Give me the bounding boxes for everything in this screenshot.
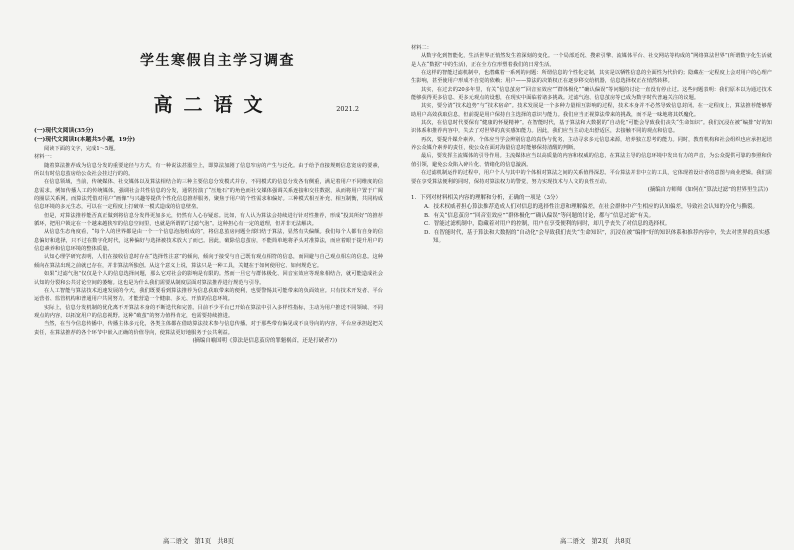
paragraph: 在人工智能与算法技术迅速发展的今天，我们既要看到算法推荐为信息获取带来的便利，也要警惕其可能带来的负面效应。只有技术开发者、平台运营者、监管机构和普通用户共同努力，才能营造一个健康、多元、开放的信息环境。: [34, 287, 383, 303]
subsection-heading: (一)现代文阅读Ⅰ(本题共5小题，19分): [34, 137, 136, 143]
material-label: 材料二：: [411, 45, 432, 51]
answer-option-b: B．有关“信息茧房”“回音室效应”“群体极化”“确认偏误”等问题的讨论，都与“信息过滤”有关。: [424, 212, 655, 219]
paragraph: 在信息领域，当前，传统媒体、社交媒体以及算法相结合的三种主要信息分发模式并存，不同模式的信息分发各有侧重，满足着用户不同维度的信息需求。例如传播人工的传统媒体，强调社会共性信息的分发，通常扮演了“压舱石”的角色而社交媒体强调关系连接和交往数据，从而将用户置于广阔的圈层关系网。而算法凭借对用户“画像”与兴趣等提供个性化信息推荐服务，聚焦于用户的个性需求和偏好。三种模式相互补充、相互制衡，共同构成信息环境的多元生态，可以在一定程度上打破单一模式造成的信息壁垒。: [34, 179, 383, 211]
paragraph: 再次，要提升媒介素养。个体应当学会辨别信息的真伪与优劣，主动寻求多元信息来源，培养独立思考的能力。同时，教育机构和社会组织也应承担起培养公众媒介素养的责任，使公众在面对海量信息时能够保持清醒的判断。: [411, 136, 772, 152]
question-stem: 1．下列对材料相关内容的理解和分析，正确的一项是（3分）: [411, 195, 562, 202]
paragraph: 其实，要分清“技术趋势”与“技术宿命”。技术发展是一个多种力量相互影响的过程，技术本身并不必然导致信息封闭。在一定程度上，算法推荐能够帮助用户高效获取信息，但前提是用户保持自主选择的意识与能力。我们应当正视算法带来的挑战，而不是一味地将其妖魔化。: [411, 103, 772, 118]
paragraph: 从信息生态角度看，“每个人的世界都是由一个一个信息泡泡组成的”，将信息茧房问题全部归结于算法，显然有失偏颇。我们每个人都有自身的信息偏好和选择，只不过在数字化时代，这种偏好与选择被技术放大了而已。因此，破除信息茧房，不能简单地将矛头对准算法，而应着眼于提升用户的信息素养和信息环境的整体质量。: [34, 229, 383, 253]
paragraph: 在这样的智能过滤机制中，也潜藏着一系列的问题：所谓信息的个性化定制，其实是以牺牲信息的全面性为代价的；隐藏在一定程度上会对用户的心理产生影响，甚至使用户形成不自觉的依赖；用户——算法的决策权正在逐步移交给机器，信息选择权正在悄然转移。: [411, 70, 772, 85]
exam-date: 2021.2: [336, 105, 359, 113]
paragraph: 从数字化到智能化，生活世界正悄然发生着深刻的变化。一个局部近况、搜索引擎、流媒体平台、社交网站等构成的“网络算法世界”(所谓数字化生活就是人在“数据”中的生活)，正在全方位形塑着我们的日常生活。: [411, 53, 772, 68]
material-label: 材料一：: [34, 154, 55, 161]
paragraph: 其实，在过去的20多年里，有关“信息茧房”“回音室效应”“群体极化”“确认偏误”等问题的讨论一直没有停止过。这些问题表明：我们原本以为通过技术能够获得更多信息、更多元观点的设想，在现实中面临着诸多挑战。过滤气泡、信息茧房等已成为数字时代普遍关注的议题。: [411, 86, 772, 102]
page-footer: 高二语文 第2页 共8页: [560, 538, 631, 545]
instruction-text: 阅读下面的文字，完成1～5题。: [44, 146, 119, 152]
exam-title: 学生寒假自主学习调查: [140, 53, 295, 69]
answer-option-c: C．智能过滤机制中，隐藏着对用户的控制，用户在享受便利的同时，却几乎丧失了对信息的选择权。: [424, 221, 671, 228]
source-citation: (摘编自方师师《如何在“算法过滤”的世界里生活》): [647, 186, 768, 193]
exam-subject-title: [44, 90, 383, 117]
answer-option-a: A．技术权威者担心算法推荐造成人们对信息的选择性注意和理解偏差，在社会群体中产生相应的认知偏差，导致社会认知的分化与撕裂。: [424, 203, 758, 210]
paragraph: 随着算法推荐成为信息分发的重要途径与方式，有一种说法甚嚣尘上，即算法加剧了信息窄房的产生与泛化。由于给予直接规则信息宽房的要素，所以有时信息茧房给公众社会挂过行的的。: [34, 162, 383, 178]
paragraph: 认知心理学研究表明，人们在接收信息时存在“选择性注意”的倾向，倾向于接受与自己既有观点相符的信息，而回避与自己观点相左的信息。这种倾向在算法出现之前就已存在，并非算法所独创。从这个意义上说，算法只是一种工具，关键在于如何使用它、如何规范它。: [34, 254, 383, 269]
section-heading: (一)现代文阅读(35分): [34, 128, 94, 134]
page-right: [397, 0, 794, 550]
paragraph: 最后，要发挥主流媒体的引导作用。主流媒体应当以高质量的内容和权威的信息，在算法主导的信息环境中发出有力的声音，为公众提供可靠的参照和价值引领，避免公众陷入碎片化、情绪化的信息漩涡。: [411, 153, 772, 168]
paragraph: 但是，对算法推荐能否真正做到将信息分发得更加多元，仍然有人心存疑虑。比如，有人认为算法会持续进行针对性推荐，形成“投其所好”的推荐循环，把用户锁定在一个越来越狭窄的信息空间里，也就是所谓的“过滤气泡”。这种担心有一定的道理，但并非无法解决。: [34, 212, 383, 228]
paragraph: 在过滤机制运作的过程中，用户个人与其中的个体相对算法之间的关系值得深思。平台算法并非中立的工具，它体现着设计者的意图与商业逻辑。我们需要在享受算法便利的同时，保持对算法权力的警觉，努力实现技术与人文的良性互动。: [411, 170, 772, 185]
answer-option-d: D．在智能时代，基于算法和大数据的“自动化”会导致我们丧失“生命知识”，沉浸在被“编排”好的知识体系和推荐内容中，失去对世界的真实感知。: [424, 229, 770, 245]
paragraph: 如果“过滤气泡”仅仅是个人的信息选择问题，那么它对社会的影响是有限的。然而一旦它与群体极化、回音室效应等现象相结合，就可能造成社会认知的分裂和公共讨论空间的萎缩。这也是为什么我们需要从制度层面对算法推荐进行规范与引导。: [34, 271, 383, 286]
page-footer: 高二语文 第1页 共8页: [163, 538, 234, 545]
subject-text: 高二语文: [153, 94, 274, 116]
paragraph: 其次，在信息时代要保有“健康的怀疑精神”。在智能时代，基于算法和大数据的“自动化”可能会导致我们丧失“生命知识”。我们沉浸在被“编排”好的知识体系和推荐内容中，失去了对世界的真实感知能力。因此，我们应当主动走出舒适区，去接触不同的观点和信息。: [411, 120, 772, 135]
source-citation: (摘编自喻国明《算法是信息茧房的罪魁祸首，还是打破者?》): [192, 337, 337, 344]
paragraph: 实际上，信息分发机制的优化离不开算法本身的不断迭代和完善。目前不少平台已开始在算法中引入多样性指标，主动为用户推送不同领域、不同观点的内容，以拓宽用户的信息视野。这种“破茧”的努力值得肯定，也需要持续推进。: [34, 304, 383, 319]
paragraph: 当然，在当今信息传播中，传播主体多元化，各类主体都在借助算法技术参与信息传播。对于那些带有偏见或不良导向的内容，平台应承担起把关责任，在算法推荐的各个环节中嵌入正确的价值导向，使算法更好地服务于公共利益。: [34, 321, 383, 336]
